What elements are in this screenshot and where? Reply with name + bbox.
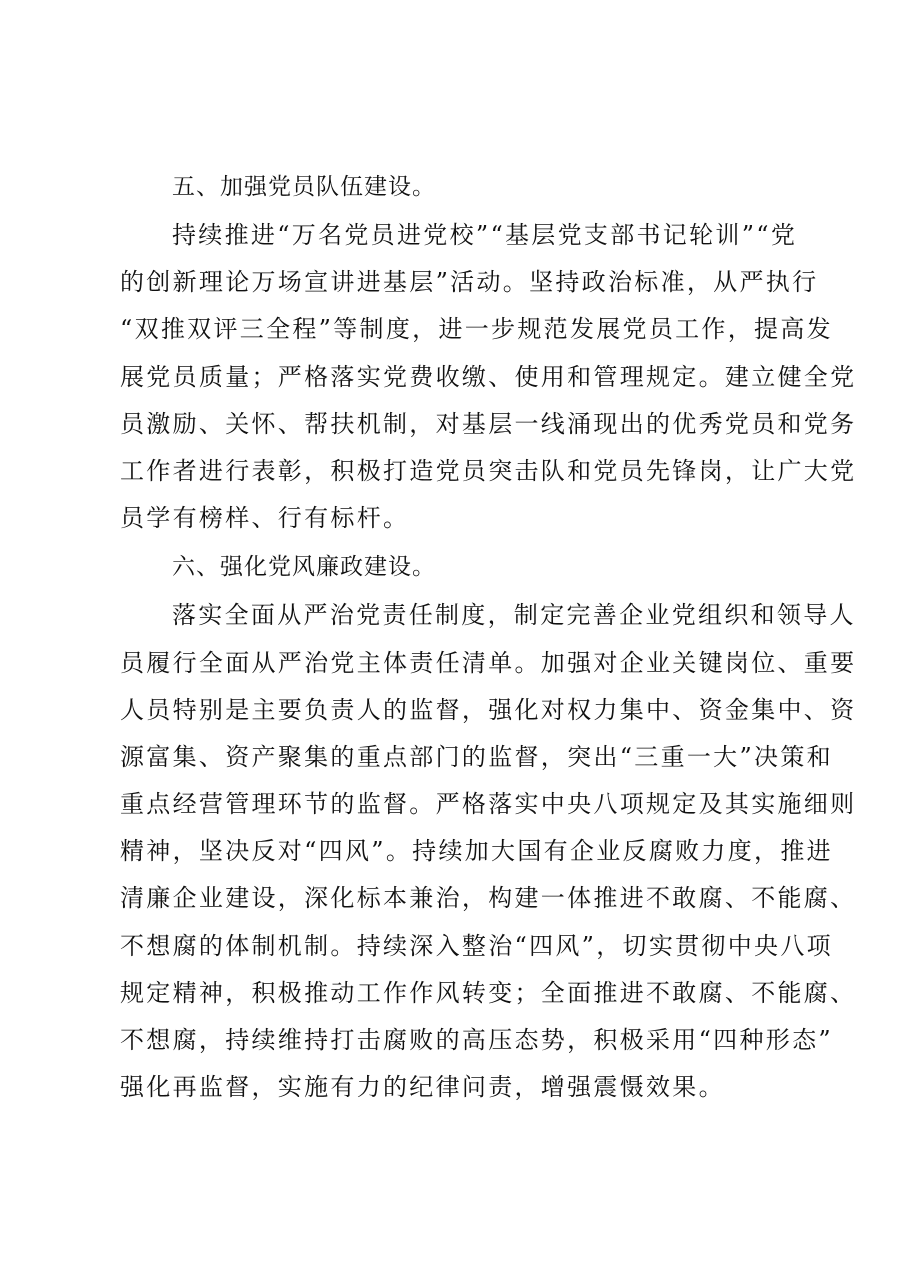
paragraph-line: 源富集、资产聚集的重点部门的监督，突出“三重一大”决策和 xyxy=(120,742,833,771)
paragraph-line: 持续推进“万名党员进党校”“基层党支部书记轮训”“党 xyxy=(172,221,798,249)
section-6-paragraph xyxy=(120,592,857,1111)
paragraph-line: 员激励、关怀、帮扶机制，对基层一线涌现出的优秀党员和党务 xyxy=(120,409,857,438)
paragraph-line: 落实全面从严治党责任制度，制定完善企业党组织和领导人 xyxy=(172,601,856,630)
paragraph-line: 不想腐的体制机制。持续深入整治“四风”，切实贯彻中央八项 xyxy=(120,931,833,960)
paragraph-line: 展党员质量；严格落实党费收缴、使用和管理规定。建立健全党 xyxy=(120,362,857,391)
paragraph-line: 不想腐，持续维持打击腐败的高压态势，积极采用“四种形态” xyxy=(120,1026,833,1054)
paragraph-line: 员履行全面从严治党主体责任清单。加强对企业关键岗位、重要 xyxy=(120,648,857,677)
paragraph-line: 清廉企业建设，深化标本兼治，构建一体推进不敢腐、不能腐、 xyxy=(120,884,857,913)
paragraph-line: 工作者进行表彰，积极打造党员突击队和党员先锋岗，让广大党 xyxy=(120,456,857,485)
section-5-paragraph xyxy=(120,212,857,542)
paragraph-line: “双推双评三全程”等制度，进一步规范发展党员工作，提高发 xyxy=(120,315,833,344)
paragraph-line: 强化再监督，实施有力的纪律问责，增强震慑效果。 xyxy=(120,1073,725,1102)
section-heading-6: 六、强化党风廉政建设。 xyxy=(172,554,436,581)
section-heading-5: 五、加强党员队伍建设。 xyxy=(172,174,436,200)
document-body xyxy=(120,162,857,1111)
paragraph-line: 的创新理论万场宣讲进基层”活动。坚持政治标准，从严执行 xyxy=(120,268,819,297)
paragraph-line: 重点经营管理环节的监督。严格落实中央八项规定及其实施细则 xyxy=(120,790,857,819)
paragraph-line: 人员特别是主要负责人的监督，强化对权力集中、资金集中、资 xyxy=(120,695,857,724)
paragraph-line: 精神，坚决反对“四风”。持续加大国有企业反腐败力度，推进 xyxy=(120,837,833,866)
paragraph-line: 规定精神，积极推动工作作风转变；全面推进不敢腐、不能腐、 xyxy=(120,978,857,1007)
paragraph-line: 员学有榜样、行有标杆。 xyxy=(120,504,410,533)
